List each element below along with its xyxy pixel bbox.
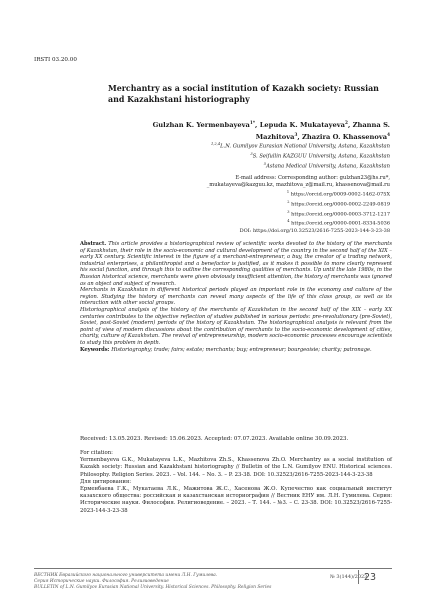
irsti-code: IRSTI 03.20.00 [34,57,77,63]
citation-ru: Ерменбаева Г.К., Мукатаева Л.К., Мажитова Ж.С., Хасенова Ж.О. Купечество как социальный институт казахского общества: российская и казахстанская историография // Вестник ЕНУ им. Л.Н. Гумилева. Серия: Исторические науки. Философия. Религиоведение. – 2023. – Т. 144. – №3. – С. 23-38. DOI: 10.32523/2616-7255-2023-144-3-23-38 [80,486,392,514]
affiliation-3: $^5$Astana Medical University, Astana, Kazakhstan [263,161,390,170]
abstract-paragraph-3: Historiographical analysis of the history of the merchants of Kazakhstan in the second half of the XIX – early XX centuries contributes to the objective reflection of studies published in various periods: pre-revolutionary (pre-Soviet), Soviet, post-Soviet (modern) periods of the history of Kazakhstan. The historiographical analysis is relevant from the point of view of modern discussions about the contribution of merchants to the socio-economic development of cities, charity, culture of Kazakhstan. The revival of entrepreneurship, modern socio-economic processes encourage scientists to study this problem in depth. [80,306,392,346]
affiliation-2: $^3$S. Seifullin KAZGUU University, Astana, Kazakhstan [250,151,390,160]
citation-label: For citation: [80,450,113,456]
abstract-paragraph-1: Abstract. This article provides a historiographical review of scientific works devoted to the history of the merchants of Kazakhstan, their role in the socio-economic and cultural development of the country in the second half of the XIX – early XX century. Scientific interest in the figure of a merchant-entrepreneur, a buy, the creator of a trading network, industrial enterprises, a philanthropist and a benefactor is justified, as it makes it possible to more clearly represent his social function, and through this to outline the corresponding qualities of merchants. Up until the late 1980s, in the Russian historical science, merchants were given obviously insufficient attention, the history of merchants was ignored as an object and subject of research. [80,241,393,287]
footer-issue: № 3(144)/2023 [330,574,368,580]
footer-journal: ВЕСТНИК Евразийского национального университета имени Л.Н. Гумилева. Серия Исторические науки. Философия. Религиоведение BULLETIN of L.N. Gumilyov Eurasian National University. Historical Sciences. Philosophy. Religion Series [34,573,272,591]
author-2: Lepuda K. Mukatayeva$^2$, [259,120,353,130]
keywords-text: Historiography; trade; fairs; estate; merchants; buy; entrepreneur; bourgeoisie; charity; patronage. [111,346,372,353]
affiliation-1: $^{1,2,4}$L.N. Gumilyov Eurasian National University, Astana, Kazakhstan [210,142,390,150]
page-number: 23 [364,572,377,583]
keywords-line [80,347,392,354]
footer-separator [358,570,359,584]
email-line-2: _mukatayeva@kazguu.kz, mazhitova_z@mail.ru, khassenova@mail.ru [206,182,390,189]
doi-link[interactable]: DOI: https://doi.org/10.32523/2616-7255-2023-144-3-23-38 [239,228,390,234]
author-3: Zhanna S. Mazhitova$^3$, [255,121,390,142]
author-1: Gulzhan K. Yermenbayeva$^{1*}$, [152,120,260,130]
footer-divider [34,568,392,569]
abstract-block [80,241,392,353]
received-dates: Received: 13.05.2023. Revised: 15.06.2023. Accepted: 07.07.2023. Available online 30.09.2023. [80,436,349,442]
article-title: Merchantry as a social institution of Kazakh society: Russian and Kazakhstani historiography [108,84,379,104]
email-line-1: E-mail address: Corresponding author: gulzhan23@hs.ru*, [235,175,390,181]
affiliations [211,141,390,171]
citation-ru-label: Для цитирования: [80,478,132,485]
orcid-4[interactable]: $^4$ https://orcid.org/0000-0001-8334-5036 [287,219,390,227]
author-4: Zhazira O. Khassenova$^4$ [302,132,390,142]
orcid-block [240,189,390,235]
keywords-label: Keywords: [80,346,110,353]
citation-en: Yermenbayeva G.K., Mukatayeva L.K., Mazhitova Zh.S., Khassenova Zh.O. Merchantry as a social institution of Kazakh society: Russian and Kazakhstani historiography // Bulletin of the L.N. Gumilyov ENU. Historical sciences. Philosophy. Religion Series. 2023. – Vol. 144. – No. 3. – P. 23-38. DOI: 10.32523/2616-7255-2023-144-3-23-38 [80,457,392,478]
citation-block [80,450,392,515]
orcid-3[interactable]: $^3$ https://orcid.org/0000-0003-3712-1217 [287,209,390,218]
author-list [108,118,390,142]
abstract-paragraph-2: Merchants in Kazakhstan in different historical periods played an important role in the economy and culture of the region. Studying the history of merchants can reveal many aspects of the life of this class group, as well as its interaction with other social groups. [80,287,392,307]
orcid-2[interactable]: $^2$ https://orcid.org/0000-0002-2249-0819 [287,199,390,208]
email-block [130,175,390,189]
orcid-1[interactable]: $^1$ https://orcid.org/0009-0002-1462-075X [286,190,390,198]
abstract-label: Abstract. [80,241,107,247]
